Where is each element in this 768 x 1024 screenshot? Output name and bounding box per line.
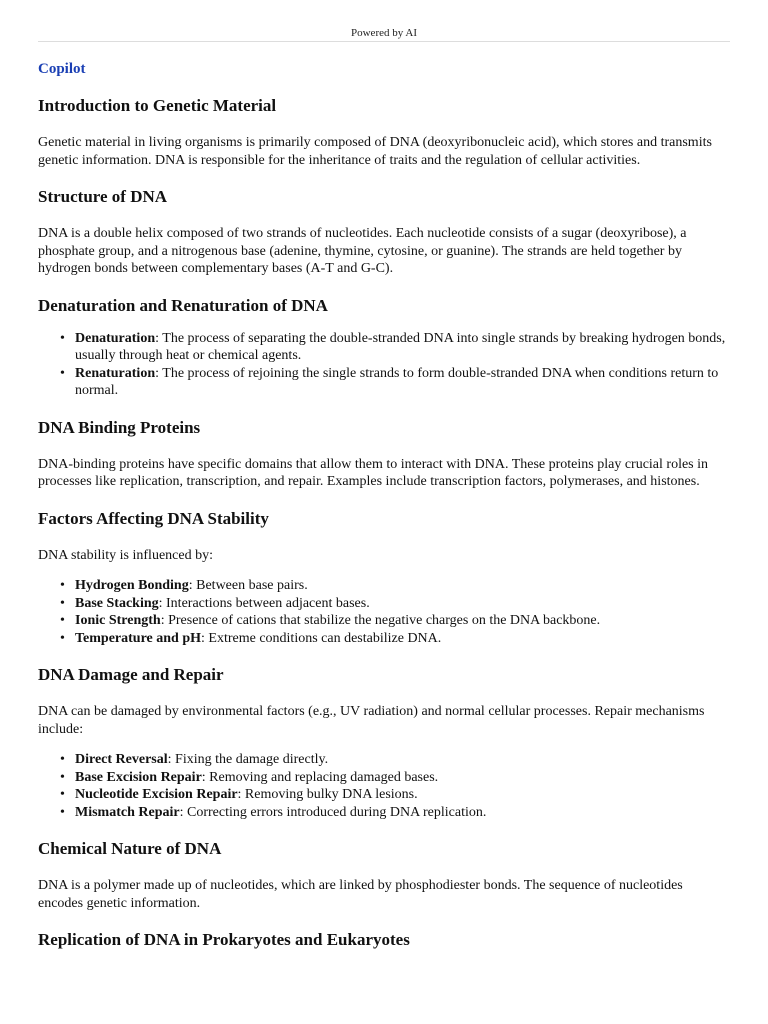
list-item-text: : The process of separating the double-stranded DNA into single strands by breaking hydrogen bonds, usually through heat or chemical agents. xyxy=(75,330,726,363)
bullet-icon: • xyxy=(60,613,65,628)
section-paragraph: DNA is a polymer made up of nucleotides, which are linked by phosphodiester bonds. The sequence of nucleotides encodes genetic information. xyxy=(38,878,683,911)
section-heading: Chemical Nature of DNA xyxy=(38,839,222,858)
list-item-text: : Presence of cations that stabilize the negative charges on the DNA backbone. xyxy=(160,613,601,628)
bullet-list xyxy=(38,751,730,821)
bullet-icon: • xyxy=(60,365,65,381)
list-item xyxy=(60,330,730,365)
section-heading: Denaturation and Renaturation of DNA xyxy=(38,295,328,315)
page-header xyxy=(38,0,730,42)
bullet-list xyxy=(38,330,730,400)
bullet-icon: • xyxy=(60,804,65,820)
bullet-icon: • xyxy=(60,578,65,593)
document-body xyxy=(38,56,730,951)
list-item-term: Temperature and pH xyxy=(75,630,202,646)
bullet-icon: • xyxy=(60,330,65,346)
list-item-text: : Interactions between adjacent bases. xyxy=(158,595,370,611)
powered-by-label: Powered by AI xyxy=(351,27,417,39)
section-paragraph: Genetic material in living organisms is primarily composed of DNA (deoxyribonucleic acid), which stores and transmits genetic information. DNA is responsible for the inheritance of traits and the regulation of cellular activities. xyxy=(38,135,712,168)
list-item-term: Renaturation xyxy=(75,365,156,381)
list-item-text: : The process of rejoining the single strands to form double-stranded DNA when conditions return to normal. xyxy=(75,365,719,398)
section-paragraph: DNA-binding proteins have specific domains that allow them to interact with DNA. These proteins play crucial roles in processes like replication, transcription, and repair. Examples include transcription factors, polymerases, and histones. xyxy=(38,456,709,489)
list-item-term: Base Excision Repair xyxy=(75,769,202,785)
bullet-icon: • xyxy=(60,752,65,767)
section-heading: Replication of DNA in Prokaryotes and Eukaryotes xyxy=(38,930,410,949)
list-item xyxy=(60,769,730,787)
section-heading: Structure of DNA xyxy=(38,187,168,206)
list-item-term: Hydrogen Bonding xyxy=(75,578,189,593)
section-paragraph: DNA can be damaged by environmental factors (e.g., UV radiation) and normal cellular processes. Repair mechanisms include: xyxy=(38,704,705,737)
bullet-list xyxy=(38,577,730,647)
list-item xyxy=(60,751,730,769)
list-item-term: Denaturation xyxy=(75,330,156,346)
list-item-term: Direct Reversal xyxy=(75,752,168,767)
section-paragraph: DNA is a double helix composed of two strands of nucleotides. Each nucleotide consists of a sugar (deoxyribose), a phosphate group, and a nitrogenous base (adenine, thymine, cytosine, or guanine). The strands are held together by hydrogen bonds between complementary bases (A-T and G-C). xyxy=(38,226,687,276)
section-heading: Factors Affecting DNA Stability xyxy=(38,508,269,528)
bullet-icon: • xyxy=(60,595,65,611)
bullet-icon: • xyxy=(60,787,65,802)
list-item xyxy=(60,577,730,595)
section-heading: Introduction to Genetic Material xyxy=(38,96,277,115)
list-item-text: : Extreme conditions can destabilize DNA. xyxy=(201,630,442,646)
list-item xyxy=(60,630,730,648)
list-item-text: : Correcting errors introduced during DNA replication. xyxy=(179,804,487,820)
list-item-term: Base Stacking xyxy=(75,595,159,611)
list-item-text: : Fixing the damage directly. xyxy=(167,752,329,767)
section-heading: DNA Binding Proteins xyxy=(38,417,201,437)
list-item-term: Nucleotide Excision Repair xyxy=(75,787,238,802)
list-item xyxy=(60,365,730,400)
bullet-icon: • xyxy=(60,630,65,646)
list-item-text: : Removing bulky DNA lesions. xyxy=(237,787,418,802)
copilot-brand: Copilot xyxy=(38,61,86,77)
list-item-term: Ionic Strength xyxy=(75,613,161,628)
bullet-icon: • xyxy=(60,769,65,785)
list-item-text: : Removing and replacing damaged bases. xyxy=(201,769,439,785)
list-item xyxy=(60,595,730,613)
list-item xyxy=(60,786,730,804)
list-item-term: Mismatch Repair xyxy=(75,804,180,820)
list-item-text: : Between base pairs. xyxy=(188,578,308,593)
section-heading: DNA Damage and Repair xyxy=(38,665,224,684)
list-item xyxy=(60,612,730,630)
list-item xyxy=(60,804,730,822)
section-paragraph: DNA stability is influenced by: xyxy=(38,547,213,563)
